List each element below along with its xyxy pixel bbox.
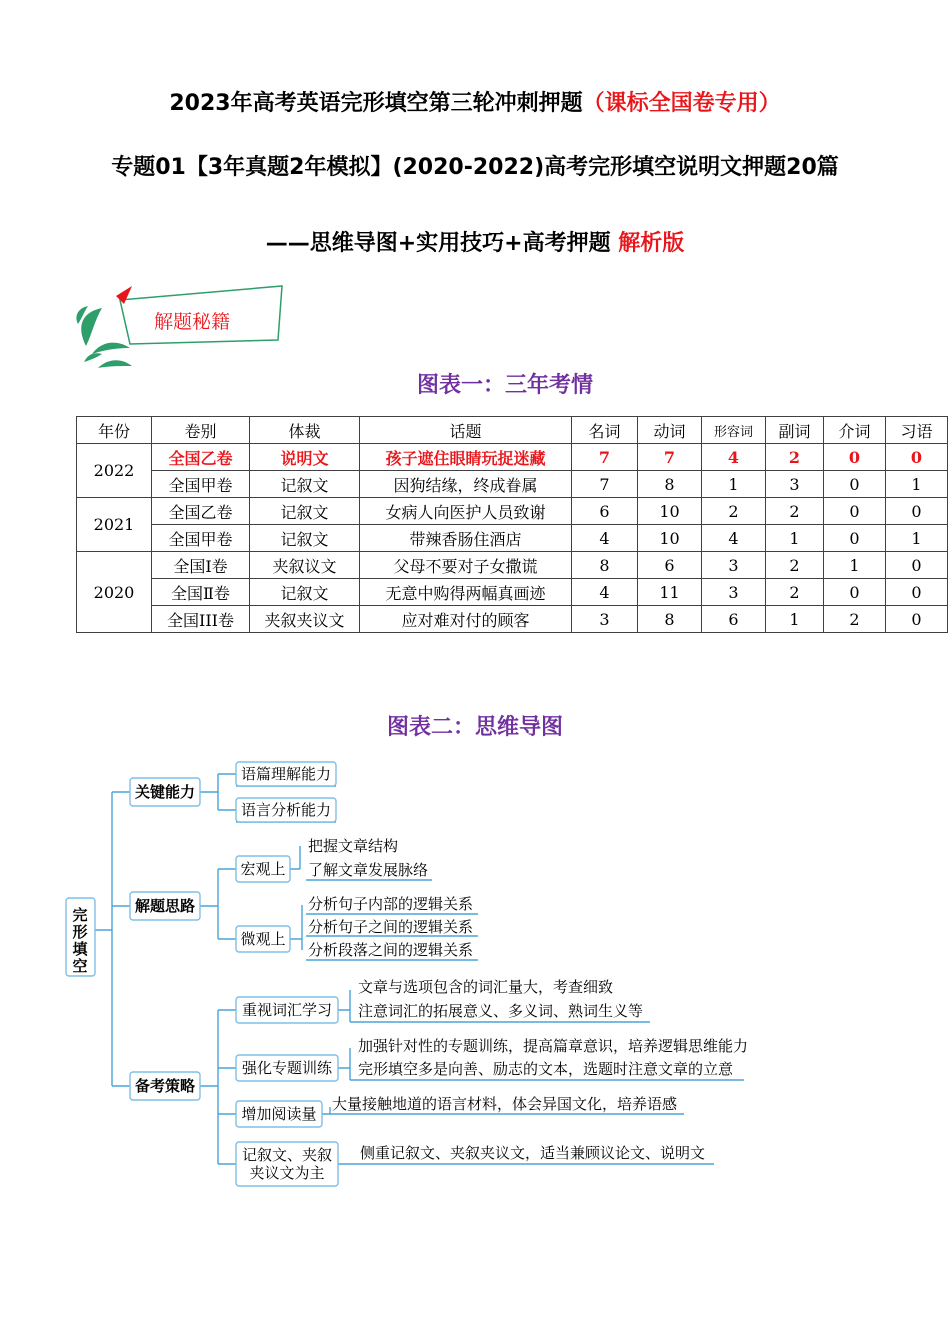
paper-cell: 全国Ⅰ卷 (152, 552, 250, 579)
count-cell: 8 (638, 606, 702, 633)
root-char: 填 (72, 940, 88, 958)
col-header-topic: 话题 (360, 417, 572, 444)
reading-label: 增加阅读量 (241, 1105, 317, 1123)
count-cell: 8 (572, 552, 638, 579)
genre-cell: 夹叙议文 (250, 552, 360, 579)
col-header-preposition: 介词 (824, 417, 886, 444)
count-cell: 1 (766, 606, 824, 633)
count-cell: 2 (702, 498, 766, 525)
count-cell: 4 (702, 444, 766, 471)
root-char: 完 (72, 906, 88, 924)
year-cell: 2020 (77, 552, 152, 633)
paper-cell: 全国Ⅱ卷 (152, 579, 250, 606)
key-ability-item: 语篇理解能力 (240, 765, 332, 783)
count-cell: 0 (824, 498, 886, 525)
year-cell: 2022 (77, 444, 152, 498)
topic-cell: 因狗结缘，终成眷属 (360, 471, 572, 498)
approach-label: 解题思路 (134, 897, 196, 915)
count-cell: 2 (766, 498, 824, 525)
count-cell: 0 (886, 498, 948, 525)
training-label: 强化专题训练 (241, 1059, 333, 1077)
paper-cell: 全国乙卷 (152, 498, 250, 525)
count-cell: 1 (702, 471, 766, 498)
chart1-title: 图表一：三年考情 (416, 373, 593, 398)
count-cell: 6 (572, 498, 638, 525)
micro-label: 微观上 (240, 930, 286, 948)
count-cell: 8 (638, 471, 702, 498)
training-item: 完形填空多是向善、励志的文本，选题时注意文章的立意 (358, 1060, 734, 1078)
macro-item: 了解文章发展脉络 (308, 861, 429, 879)
key-ability-label: 关键能力 (134, 783, 196, 801)
genre-cell: 记叙文 (250, 579, 360, 606)
count-cell: 0 (824, 444, 886, 471)
narrative-item: 侧重记叙文、夹叙夹议文，适当兼顾议论文、说明文 (360, 1144, 706, 1162)
col-header-idiom: 习语 (886, 417, 948, 444)
col-header-paper: 卷别 (152, 417, 250, 444)
vocab-item: 注意词汇的拓展意义、多义词、熟词生义等 (358, 1002, 644, 1020)
count-cell: 4 (572, 525, 638, 552)
count-cell: 1 (824, 552, 886, 579)
macro-item: 把握文章结构 (308, 837, 399, 855)
count-cell: 0 (886, 579, 948, 606)
count-cell: 0 (886, 444, 948, 471)
micro-item: 分析句子内部的逻辑关系 (308, 895, 474, 913)
title-line-2: 专题01【3年真题2年模拟】(2020-2022)高考完形填空说明文押题20篇 (111, 155, 839, 180)
count-cell: 3 (766, 471, 824, 498)
strategy-label: 备考策略 (134, 1077, 196, 1095)
title-subtitle-red: （课标全国卷专用） (582, 91, 781, 116)
paper-cell: 全国乙卷 (152, 444, 250, 471)
count-cell: 0 (824, 471, 886, 498)
micro-item: 分析段落之间的逻辑关系 (308, 941, 474, 959)
count-cell: 0 (886, 606, 948, 633)
count-cell: 1 (766, 525, 824, 552)
count-cell: 6 (638, 552, 702, 579)
vocab-item: 文章与选项包含的词汇量大，考查细致 (358, 978, 614, 996)
count-cell: 0 (824, 525, 886, 552)
count-cell: 3 (702, 579, 766, 606)
col-header-adverb: 副词 (766, 417, 824, 444)
count-cell: 3 (572, 606, 638, 633)
count-cell: 4 (702, 525, 766, 552)
col-header-verb: 动词 (638, 417, 702, 444)
title-line-3-main: ——思维导图+实用技巧+高考押题 (265, 231, 619, 256)
narrative-label: 记叙文、夹叙 (241, 1146, 333, 1164)
count-cell: 4 (572, 579, 638, 606)
col-header-adjective: 形容词 (702, 417, 766, 444)
topic-cell: 无意中购得两幅真画迹 (360, 579, 572, 606)
genre-cell: 说明文 (250, 444, 360, 471)
count-cell: 11 (638, 579, 702, 606)
col-header-year: 年份 (77, 417, 152, 444)
count-cell: 10 (638, 498, 702, 525)
count-cell: 2 (766, 444, 824, 471)
topic-cell: 应对难对付的顾客 (360, 606, 572, 633)
topic-cell: 父母不要对子女撒谎 (360, 552, 572, 579)
micro-item: 分析句子之间的逻辑关系 (308, 918, 474, 936)
root-char: 空 (72, 957, 88, 975)
paper-cell: 全国III卷 (152, 606, 250, 633)
count-cell: 7 (572, 471, 638, 498)
chart2-title: 图表二：思维导图 (386, 715, 563, 740)
key-ability-item: 语言分析能力 (240, 801, 332, 819)
title-main: 2023年高考英语完形填空第三轮冲刺押题 (169, 91, 583, 116)
topic-cell: 女病人向医护人员致谢 (360, 498, 572, 525)
count-cell: 0 (886, 552, 948, 579)
badge-label: 解题秘籍 (153, 311, 231, 333)
genre-cell: 夹叙夹议文 (250, 606, 360, 633)
count-cell: 2 (824, 606, 886, 633)
root-char: 形 (72, 923, 88, 941)
count-cell: 1 (886, 471, 948, 498)
count-cell: 10 (638, 525, 702, 552)
count-cell: 2 (766, 579, 824, 606)
year-cell: 2021 (77, 498, 152, 552)
title-version-red: 解析版 (618, 231, 685, 256)
macro-label: 宏观上 (240, 860, 286, 878)
training-item: 加强针对性的专题训练，提高篇章意识，培养逻辑思维能力 (358, 1037, 749, 1055)
count-cell: 7 (638, 444, 702, 471)
topic-cell: 孩子遮住眼睛玩捉迷藏 (360, 444, 572, 471)
paper-cell: 全国甲卷 (152, 471, 250, 498)
count-cell: 3 (702, 552, 766, 579)
count-cell: 0 (824, 579, 886, 606)
paper-cell: 全国甲卷 (152, 525, 250, 552)
genre-cell: 记叙文 (250, 498, 360, 525)
count-cell: 7 (572, 444, 638, 471)
count-cell: 6 (702, 606, 766, 633)
topic-cell: 带辣香肠住酒店 (360, 525, 572, 552)
count-cell: 2 (766, 552, 824, 579)
col-header-genre: 体裁 (250, 417, 360, 444)
narrative-label: 夹议文为主 (249, 1164, 325, 1182)
genre-cell: 记叙文 (250, 525, 360, 552)
vocab-label: 重视词汇学习 (241, 1001, 333, 1019)
count-cell: 1 (886, 525, 948, 552)
genre-cell: 记叙文 (250, 471, 360, 498)
col-header-noun: 名词 (572, 417, 638, 444)
reading-item: 大量接触地道的语言材料，体会异国文化，培养语感 (332, 1095, 678, 1113)
